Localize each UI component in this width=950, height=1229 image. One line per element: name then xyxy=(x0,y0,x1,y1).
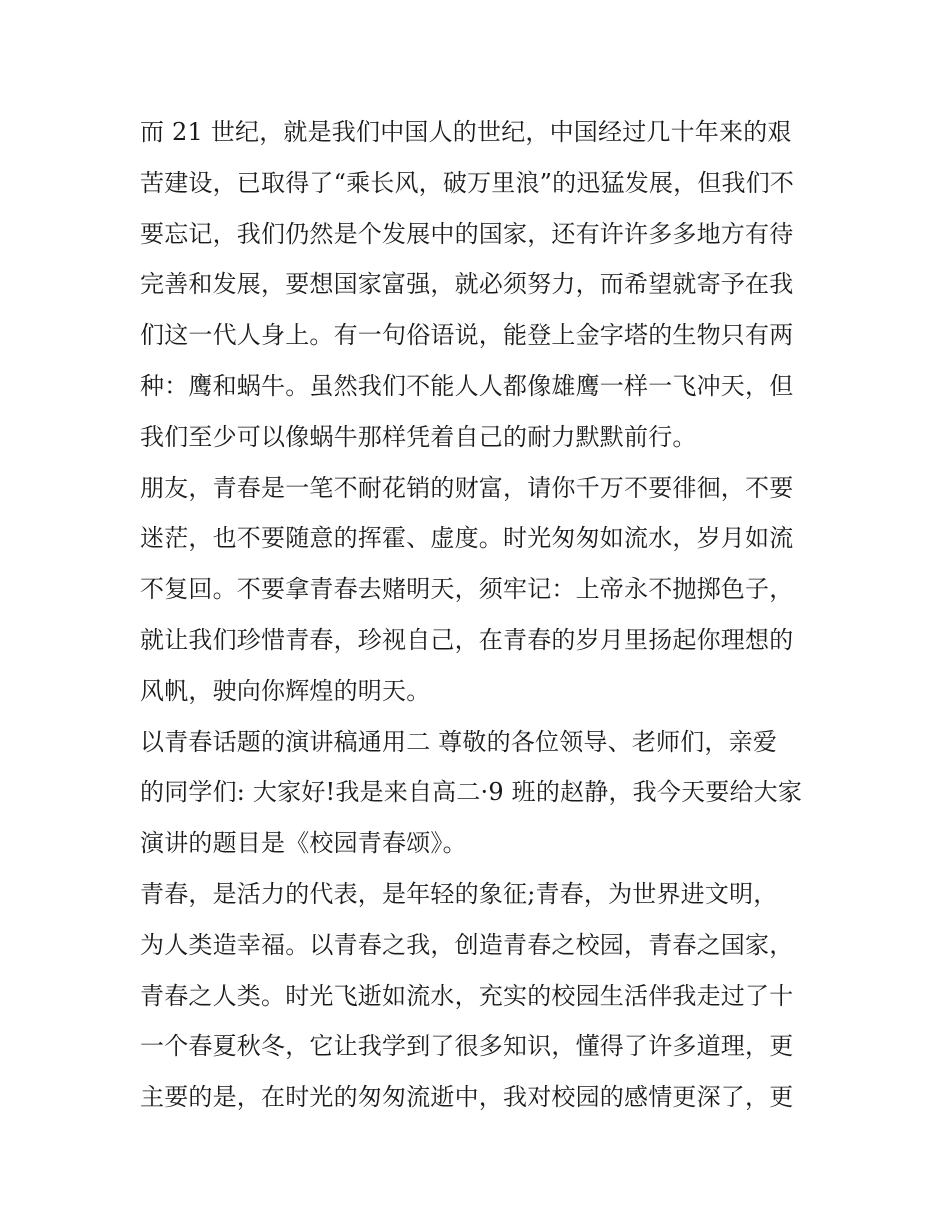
text-line: 青春，是活力的代表，是年轻的象征;青春，为世界进文明， xyxy=(140,879,778,908)
text-line: 演讲的题目是《校园青春颂》。 xyxy=(140,829,467,858)
text-line: 要忘记，我们仍然是个发展中的国家，还有许许多多地方有待 xyxy=(140,219,794,248)
text-line: 的同学们: 大家好!我是来自高二·9 班的赵静，我今天要给大家 xyxy=(140,778,803,807)
text-line: 朋友，青春是一笔不耐花销的财富，请你千万不要徘徊，不要 xyxy=(140,473,794,502)
text-line: 为人类造幸福。以青春之我，创造青春之校园，青春之国家， xyxy=(140,930,794,959)
text-line: 就让我们珍惜青春，珍视自己，在青春的岁月里扬起你理想的 xyxy=(140,625,794,654)
text-line: 完善和发展，要想国家富强，就必须努力，而希望就寄予在我 xyxy=(140,270,794,299)
text-line: 主要的是，在时光的匆匆流逝中，我对校园的感情更深了，更 xyxy=(140,1083,794,1112)
document-body xyxy=(140,107,820,1123)
text-line: 我们至少可以像蜗牛那样凭着自己的耐力默默前行。 xyxy=(140,422,697,451)
text-line: 迷茫，也不要随意的挥霍、虚度。时光匆匆如流水，岁月如流 xyxy=(140,524,794,553)
text-line: 而 21 世纪，就是我们中国人的世纪，中国经过几十年来的艰 xyxy=(140,118,792,146)
text-line: 种：鹰和蜗牛。虽然我们不能人人都像雄鹰一样一飞冲天，但 xyxy=(140,371,794,400)
text-line: 风帆，驶向你辉煌的明天。 xyxy=(140,676,431,705)
text-line: 们这一代人身上。有一句俗语说，能登上金字塔的生物只有两 xyxy=(140,321,794,350)
text-line: 苦建设，已取得了“乘长风，破万里浪”的迅猛发展，但我们不 xyxy=(140,168,795,197)
text-line: 一个春夏秋冬，它让我学到了很多知识，懂得了许多道理，更 xyxy=(140,1032,794,1061)
text-line: 不复回。不要拿青春去赌明天，须牢记：上帝永不抛掷色子， xyxy=(140,575,794,604)
text-line: 青春之人类。时光飞逝如流水，充实的校园生活伴我走过了十 xyxy=(140,981,794,1010)
text-line: 以青春话题的演讲稿通用二 尊敬的各位领导、老师们，亲爱 xyxy=(140,727,778,756)
